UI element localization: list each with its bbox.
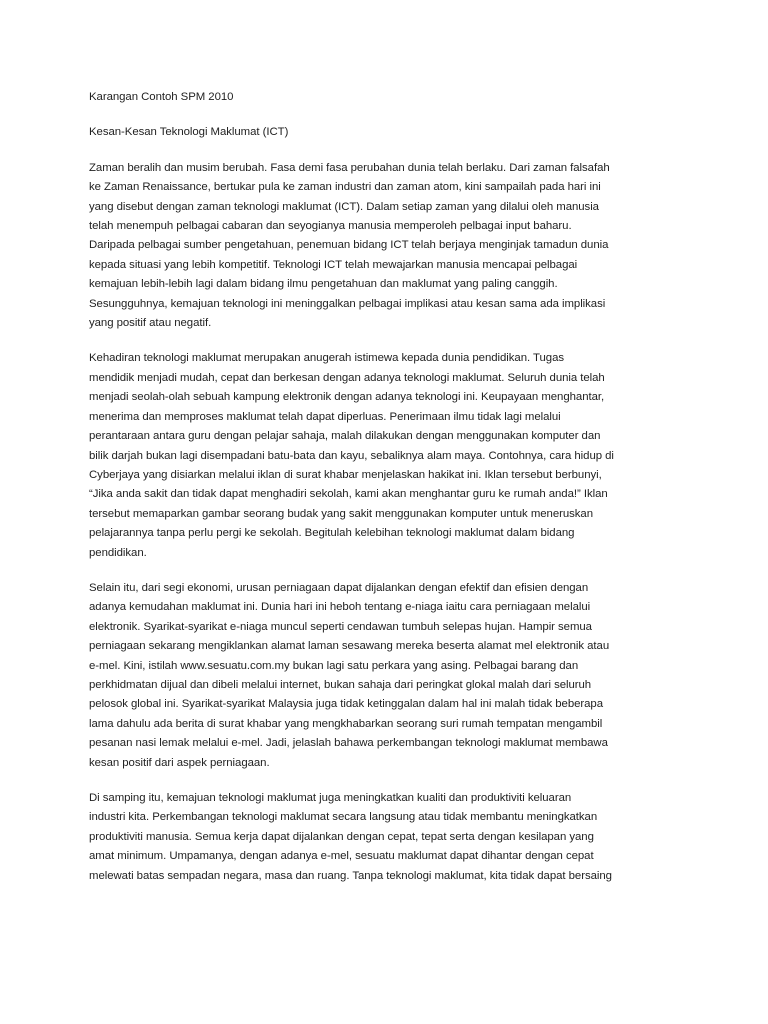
paragraph-line: adanya kemudahan maklumat ini. Dunia hari ini heboh tentang e-niaga iaitu cara perniagaan melalui xyxy=(89,601,591,614)
paragraph-line: lama dahulu ada berita di surat khabar yang mengkhabarkan seorang suri rumah tempatan mengambil xyxy=(89,717,603,730)
paragraph-line: mendidik menjadi mudah, cepat dan berkesan dengan adanya teknologi maklumat. Seluruh dunia telah xyxy=(89,371,605,384)
paragraph-line: Cyberjaya yang disiarkan melalui iklan di surat khabar menjelaskan hakikat ini. Iklan tersebut berbunyi, xyxy=(89,468,602,481)
paragraph-line: perniagaan sekarang mengiklankan alamat laman sesawang mereka beserta alamat mel elektronik atau xyxy=(89,640,610,653)
paragraph-line: elektronik. Syarikat-syarikat e-niaga muncul seperti cendawan tumbuh selepas hujan. Hampir semua xyxy=(89,620,592,633)
paragraph-line: ke Zaman Renaissance, bertukar pula ke zaman industri dan zaman atom, kini sampailah pada hari ini xyxy=(89,181,601,194)
paragraph-line: pesanan nasi lemak melalui e-mel. Jadi, jelaslah bahawa perkembangan teknologi maklumat membawa xyxy=(89,737,608,750)
paragraph xyxy=(89,349,708,562)
paragraph-line: telah menempuh pelbagai cabaran dan seyogianya manusia memperoleh pelbagai input baharu. xyxy=(89,220,572,233)
paragraph-line: melewati batas sempadan negara, masa dan ruang. Tanpa teknologi maklumat, kita tidak dapat bersaing xyxy=(89,869,612,882)
document-body xyxy=(89,159,708,886)
paragraph-line: Kehadiran teknologi maklumat merupakan anugerah istimewa kepada dunia pendidikan. Tugas xyxy=(89,352,564,365)
subtitle-line: Kesan-Kesan Teknologi Maklumat (ICT) xyxy=(89,126,289,139)
paragraph-line: perkhidmatan dijual dan dibeli melalui internet, bukan sahaja dari peringkat glokal malah dari seluruh xyxy=(89,678,592,691)
paragraph-line: kemajuan lebih-lebih lagi dalam bidang ilmu pengetahuan dan maklumat yang paling canggih. xyxy=(89,278,558,291)
paragraph-line: Daripada pelbagai sumber pengetahuan, penemuan bidang ICT telah berjaya menginjak tamadun dunia xyxy=(89,239,609,252)
paragraph-line: “Jika anda sakit dan tidak dapat menghadiri sekolah, kami akan menghantar guru ke rumah anda!” Iklan xyxy=(89,488,608,501)
paragraph-line: perantaraan antara guru dengan pelajar sahaja, malah dilakukan dengan menggunakan komputer dan xyxy=(89,430,601,443)
paragraph-line: industri kita. Perkembangan teknologi maklumat secara langsung atau tidak membantu meningkatkan xyxy=(89,811,598,824)
paragraph-line: bilik darjah bukan lagi disempadani batu-bata dan kayu, sebaliknya alam maya. Contohnya, cara hidup di xyxy=(89,449,614,462)
paragraph-line: amat minimum. Umpamanya, dengan adanya e-mel, sesuatu maklumat dapat dihantar dengan cepat xyxy=(89,850,594,863)
paragraph-line: kepada situasi yang lebih kompetitif. Teknologi ICT telah mewajarkan manusia mencapai pelbagai xyxy=(89,258,578,271)
paragraph-line: Di samping itu, kemajuan teknologi maklumat juga meningkatkan kualiti dan produktiviti keluaran xyxy=(89,792,572,804)
paragraph-line: Sesungguhnya, kemajuan teknologi ini meninggalkan pelbagai implikasi atau kesan sama ada implikasi xyxy=(89,297,606,310)
paragraph-line: yang disebut dengan zaman teknologi maklumat (ICT). Dalam setiap zaman yang dilalui oleh manusia xyxy=(89,200,599,213)
paragraph-line: pelajarannya tanpa perlu pergi ke sekolah. Begitulah kelebihan teknologi maklumat dalam bidang xyxy=(89,527,575,540)
paragraph-line: Zaman beralih dan musim berubah. Fasa demi fasa perubahan dunia telah berlaku. Dari zaman falsafah xyxy=(89,161,610,174)
paragraph-line: e-mel. Kini, istilah www.sesuatu.com.my bukan lagi satu perkara yang asing. Pelbagai barang dan xyxy=(89,659,579,672)
paragraph-line: menerima dan memproses maklumat telah dapat diperluas. Penerimaan ilmu tidak lagi melalui xyxy=(89,410,561,423)
paragraph xyxy=(89,159,708,334)
document-title xyxy=(89,88,708,107)
paragraph-line: yang positif atau negatif. xyxy=(89,317,212,330)
paragraph-line: produktiviti manusia. Semua kerja dapat dijalankan dengan cepat, tepat serta dengan kesilapan yang xyxy=(89,830,594,843)
paragraph-line: tersebut memaparkan gambar seorang budak yang sakit menggunakan komputer untuk meneruskan xyxy=(89,507,593,520)
document-subtitle xyxy=(89,123,708,142)
paragraph xyxy=(89,579,708,773)
paragraph-line: menjadi seolah-olah sebuah kampung elektronik dengan adanya teknologi ini. Keupayaan menghantar, xyxy=(89,391,605,404)
title-line: Karangan Contoh SPM 2010 xyxy=(89,91,234,103)
paragraph-line: kesan positif dari aspek perniagaan. xyxy=(89,756,270,769)
paragraph-line: pendidikan. xyxy=(89,546,147,559)
paragraph-line: Selain itu, dari segi ekonomi, urusan perniagaan dapat dijalankan dengan efektif dan efisien dengan xyxy=(89,581,589,594)
paragraph xyxy=(89,789,708,886)
paragraph-line: pelosok global ini. Syarikat-syarikat Malaysia juga tidak ketinggalan dalam hal ini malah tidak beberapa xyxy=(89,698,603,711)
